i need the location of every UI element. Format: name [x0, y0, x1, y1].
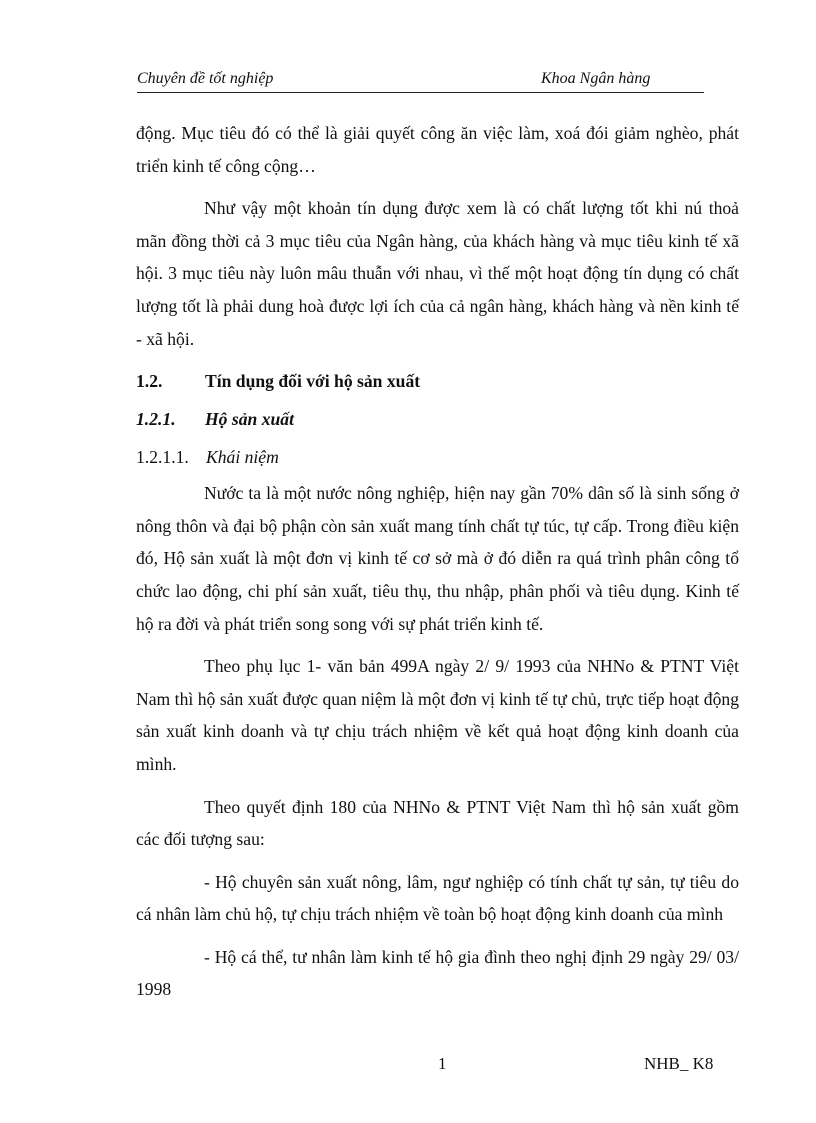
- subsection-title: Hộ sản xuất: [205, 409, 294, 430]
- header-right-title: Khoa Ngân hàng: [541, 70, 651, 87]
- section-number: 1.2.: [136, 371, 163, 392]
- paragraph-6: - Hộ chuyên sản xuất nông, lâm, ngư nghiệp có tính chất tự sản, tự tiêu do cá nhân làm chủ hộ, tự chịu trách nhiệm về toàn bộ hoạt động kinh doanh của mình: [136, 871, 739, 925]
- document-body: [136, 117, 739, 1016]
- paragraph-2: Như vậy một khoản tín dụng được xem là có chất lượng tốt khi nú thoả mãn đồng thời cả 3 mục tiêu của Ngân hàng, của khách hàng và mục tiêu kinh tế xã hội. 3 mục tiêu này luôn mâu thuẫn với nhau, vì thế một hoạt động tín dụng có chất lượng tốt là phải dung hoà được lợi ích của cả ngân hàng, khách hàng và nền kinh tế - xã hội.: [136, 198, 739, 349]
- paragraph-1: động. Mục tiêu đó có thể là giải quyết công ăn việc làm, xoá đói giảm nghèo, phát triển kinh tế công cộng…: [136, 123, 739, 176]
- page-header: [137, 68, 704, 93]
- subsection-number: 1.2.1.: [136, 409, 176, 430]
- paragraph-7: - Hộ cá thể, tư nhân làm kinh tế hộ gia đình theo nghị định 29 ngày 29/ 03/ 1998: [136, 946, 739, 1000]
- page-number: 1: [438, 1054, 447, 1073]
- section-title: Tín dụng đối với hộ sản xuất: [205, 371, 421, 392]
- paragraph-3: Nước ta là một nước nông nghiệp, hiện nay gần 70% dân số là sinh sống ở nông thôn và đại bộ phận còn sản xuất mang tính chất tự túc, tự cấp. Trong điều kiện đó, Hộ sản xuất là một đơn vị kinh tế cơ sở mà ở đó diễn ra quá trình phân công tổ chức lao động, chi phí sản xuất, tiêu thụ, thu nhập, phân phối và tiêu dụng. Kinh tế hộ ra đời và phát triển song song với sự phát triển kinh tế.: [136, 483, 739, 634]
- section-heading-1-2: [136, 365, 739, 397]
- footer-code: NHB_ K8: [644, 1054, 714, 1073]
- subsubsection-number: 1.2.1.1.: [136, 447, 189, 468]
- section-heading-1-2-1-1: [136, 441, 739, 473]
- section-heading-1-2-1: [136, 403, 739, 435]
- paragraph-5: Theo quyết định 180 của NHNo & PTNT Việt Nam thì hộ sản xuất gồm các đối tượng sau:: [136, 796, 739, 850]
- subsubsection-title: Khái niệm: [206, 447, 279, 468]
- paragraph-4: Theo phụ lục 1- văn bản 499A ngày 2/ 9/ 1993 của NHNo & PTNT Việt Nam thì hộ sản xuất được quan niệm là một đơn vị kinh tế tự chủ, trực tiếp hoạt động sản xuất kinh doanh và tự chịu trách nhiệm về kết quả hoạt động kinh doanh của mình.: [136, 656, 739, 774]
- header-left-title: Chuyên đề tốt nghiệp: [137, 70, 274, 87]
